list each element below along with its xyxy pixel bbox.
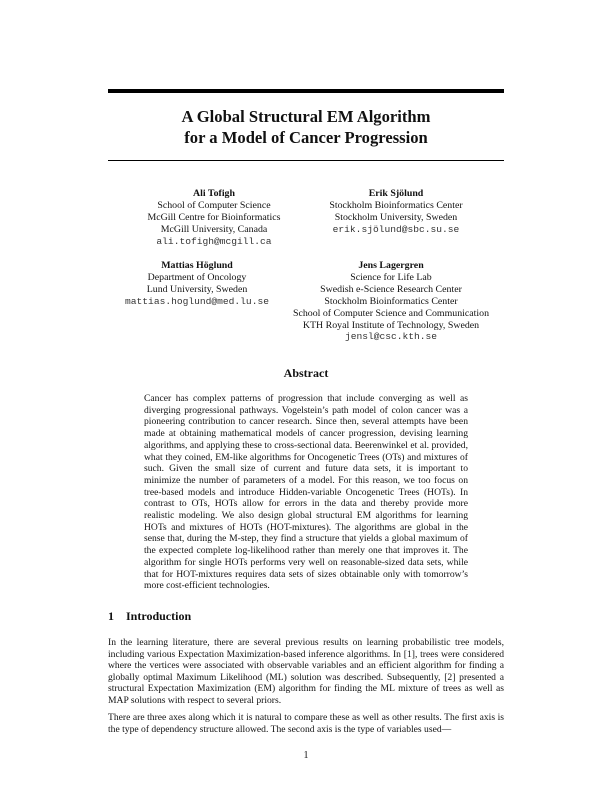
author-affiliation: Lund University, Sweden bbox=[146, 283, 248, 295]
author-name: Erik Sjölund bbox=[368, 188, 424, 199]
author-affiliation: Stockholm University, Sweden bbox=[334, 211, 458, 223]
author-email[interactable]: ali.tofigh@mcgill.ca bbox=[156, 235, 272, 247]
author-email[interactable]: mattias.hoglund@med.lu.se bbox=[125, 295, 269, 307]
section-title: Introduction bbox=[126, 609, 192, 623]
abstract-heading: Abstract bbox=[283, 366, 329, 380]
page-number: 1 bbox=[303, 750, 309, 761]
author-affiliation: McGill University, Canada bbox=[160, 223, 268, 235]
author-email[interactable]: jensl@csc.kth.se bbox=[344, 331, 438, 343]
author-block-tofigh bbox=[134, 188, 294, 248]
author-affiliation: KTH Royal Institute of Technology, Sweden bbox=[302, 319, 480, 331]
section-heading-introduction bbox=[108, 609, 191, 624]
author-block-hoglund bbox=[114, 260, 280, 308]
author-affiliation: McGill Centre for Bioinformatics bbox=[147, 211, 281, 223]
title-bottom-rule bbox=[108, 160, 504, 161]
author-affiliation: Department of Oncology bbox=[147, 271, 247, 283]
author-affiliation: Stockholm Bioinformatics Center bbox=[324, 295, 458, 307]
body-paragraph: In the learning literature, there are several previous results on learning probabilistic tree models, including various Expectation Maximization-based inference algorithms. In [1], trees were considered where the vertices were associated with observable variables and an efficient algorithm for finding a globally optimal Maximum Likelihood (ML) solution was described. Subsequently, [2] presented a structural Expectation Maximization (EM) algorithm for finding the ML mixture of trees as well as MAP solutions with respect to several priors. bbox=[108, 637, 504, 706]
author-affiliation: School of Computer Science bbox=[157, 199, 271, 211]
title-top-rule bbox=[108, 89, 504, 93]
author-block-lagergren bbox=[286, 260, 496, 343]
author-affiliation: Swedish e-Science Research Center bbox=[320, 283, 462, 295]
author-name: Mattias Höglund bbox=[161, 260, 233, 271]
author-email[interactable]: erik.sjölund@sbc.su.se bbox=[332, 223, 460, 235]
section-number: 1 bbox=[108, 609, 114, 623]
author-affiliation: School of Computer Science and Communication bbox=[292, 307, 490, 319]
title-line-1: A Global Structural EM Algorithm bbox=[181, 107, 431, 126]
author-affiliation: Science for Life Lab bbox=[350, 271, 432, 283]
author-name: Ali Tofigh bbox=[193, 188, 235, 199]
paper-title bbox=[108, 106, 504, 148]
body-paragraph: There are three axes along which it is natural to compare these as well as other results. The first axis is the type of dependency structure allowed. The second axis is the type of variables used— bbox=[108, 712, 504, 735]
author-block-sjolund bbox=[306, 188, 486, 236]
abstract-text: Cancer has complex patterns of progression that include converging as well as diverging progressional pathways. Vogelstein’s path model of colon cancer was a pioneering contribution to cancer research. Since then, several attempts have been made at obtaining mathematical models of cancer progression, devising learning algorithms, and applying these to cross-sectional data. Beerenwinkel et al. provided, what they coined, EM-like algorithms for Oncogenetic Trees (OTs) and mixtures of such. Given the small size of current and future data sets, it is important to minimize the number of parameters of a model. For this reason, we too focus on tree-based models and introduce Hidden-variable Oncogenetic Trees (HOTs). In contrast to OTs, HOTs allow for errors in the data and thereby provide more realistic modeling. We also design global structural EM algorithms for learning HOTs and mixtures of HOTs (HOT-mixtures). The algorithms are global in the sense that, during the M-step, they find a structure that yields a global maximum of the expected complete log-likelihood rather than merely one that improves it. The algorithm for single HOTs performs very well on reasonable-sized data sets, while that for HOT-mixtures requires data sets of sizes obtainable only with tomorrow’s more cost-efficient technologies. bbox=[144, 393, 468, 592]
author-name: Jens Lagergren bbox=[358, 260, 424, 271]
author-affiliation: Stockholm Bioinformatics Center bbox=[329, 199, 463, 211]
title-line-2: for a Model of Cancer Progression bbox=[184, 128, 428, 147]
